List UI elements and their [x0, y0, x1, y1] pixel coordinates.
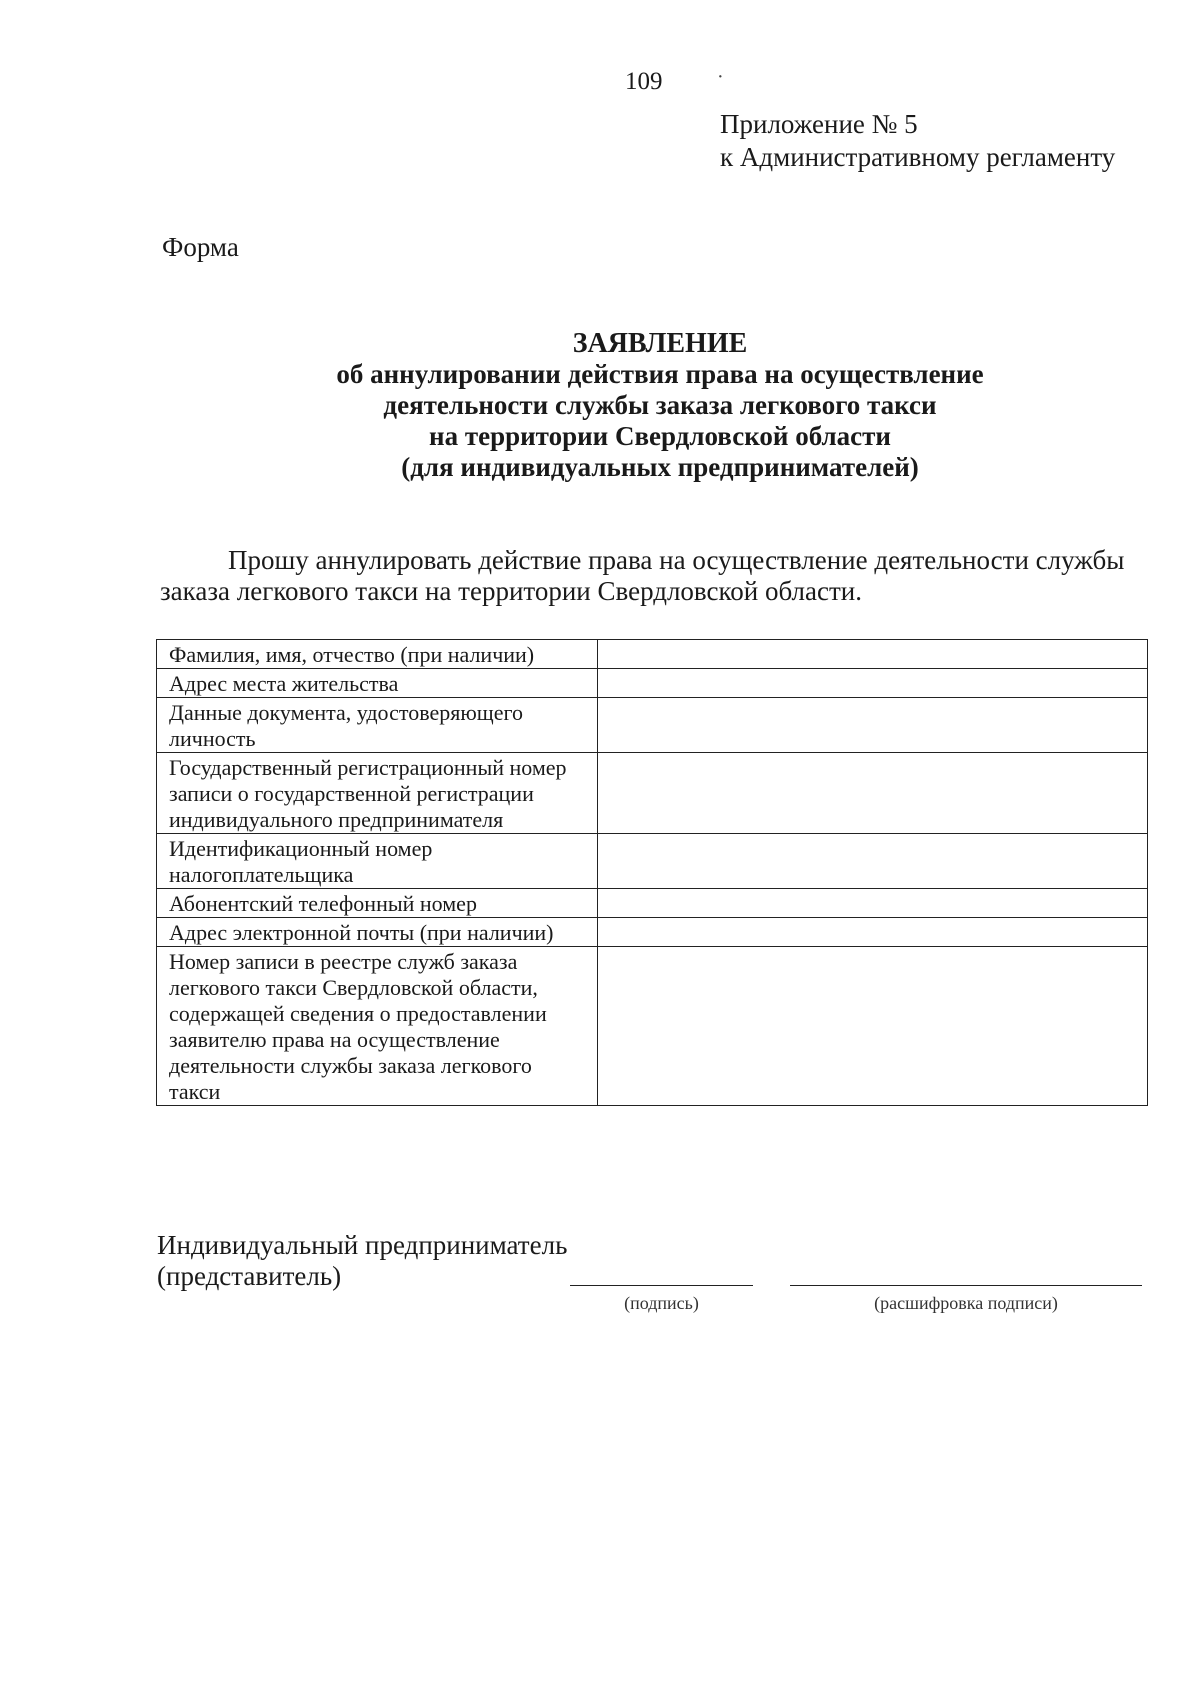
appendix-note: [720, 108, 1115, 174]
form-label: Форма: [162, 232, 239, 262]
row-label-phone: Абонентский телефонный номер: [157, 889, 598, 918]
row-label-residence-address: Адрес места жительства: [157, 669, 598, 698]
document-title: [200, 328, 1120, 483]
signatory-line-1: Индивидуальный предприниматель: [157, 1230, 568, 1260]
signature-decoding-line[interactable]: [790, 1285, 1142, 1286]
field-registration-number[interactable]: [598, 753, 1148, 834]
table-row: [157, 669, 1148, 698]
title-heading: ЗАЯВЛЕНИЕ: [572, 328, 748, 359]
table-row: [157, 947, 1148, 1106]
row-label-registration-number: Государственный регистрационный номер записи о государственной регистрации индивидуального предпринимателя: [157, 753, 598, 834]
field-identity-document[interactable]: [598, 698, 1148, 753]
table-row: [157, 889, 1148, 918]
field-email[interactable]: [598, 918, 1148, 947]
title-line-1: об аннулировании действия права на осуществление: [336, 359, 984, 389]
table-row: [157, 918, 1148, 947]
field-full-name[interactable]: [598, 640, 1148, 669]
request-paragraph: [160, 545, 1155, 607]
field-taxpayer-id[interactable]: [598, 834, 1148, 889]
applicant-data-table: [156, 639, 1148, 1106]
signature-decoding-hint: (расшифровка подписи): [874, 1293, 1058, 1313]
table-row: [157, 640, 1148, 669]
appendix-line-2: к Административному регламенту: [720, 142, 1116, 172]
title-line-2: деятельности службы заказа легкового такси: [383, 390, 937, 420]
signature-hint: (подпись): [624, 1293, 699, 1313]
table-row: [157, 834, 1148, 889]
field-registry-record[interactable]: [598, 947, 1148, 1106]
title-line-4: (для индивидуальных предпринимателей): [401, 452, 919, 482]
signatory-caption: [157, 1230, 567, 1292]
row-label-registry-record: Номер записи в реестре служб заказа легкового такси Свердловской области, содержащей сведения о предоставлении заявителю права на осуществление деятельности службы заказа легкового такси: [157, 947, 598, 1106]
field-phone[interactable]: [598, 889, 1148, 918]
appendix-line-1: Приложение № 5: [720, 109, 918, 139]
row-label-email: Адрес электронной почты (при наличии): [157, 918, 598, 947]
request-text: Прошу аннулировать действие права на осуществление деятельности службы заказа легкового такси на территории Свердловской области.: [160, 545, 1125, 606]
title-line-3: на территории Свердловской области: [429, 421, 891, 451]
signatory-line-2: (представитель): [157, 1261, 342, 1291]
field-residence-address[interactable]: [598, 669, 1148, 698]
row-label-taxpayer-id: Идентификационный номер налогоплательщика: [157, 834, 598, 889]
table-row: [157, 698, 1148, 753]
table-row: [157, 753, 1148, 834]
row-label-full-name: Фамилия, имя, отчество (при наличии): [157, 640, 598, 669]
signature-line[interactable]: [570, 1285, 753, 1286]
row-label-identity-document: Данные документа, удостоверяющего личность: [157, 698, 598, 753]
page-dot: ·: [717, 66, 724, 88]
page-number: 109: [625, 68, 663, 95]
